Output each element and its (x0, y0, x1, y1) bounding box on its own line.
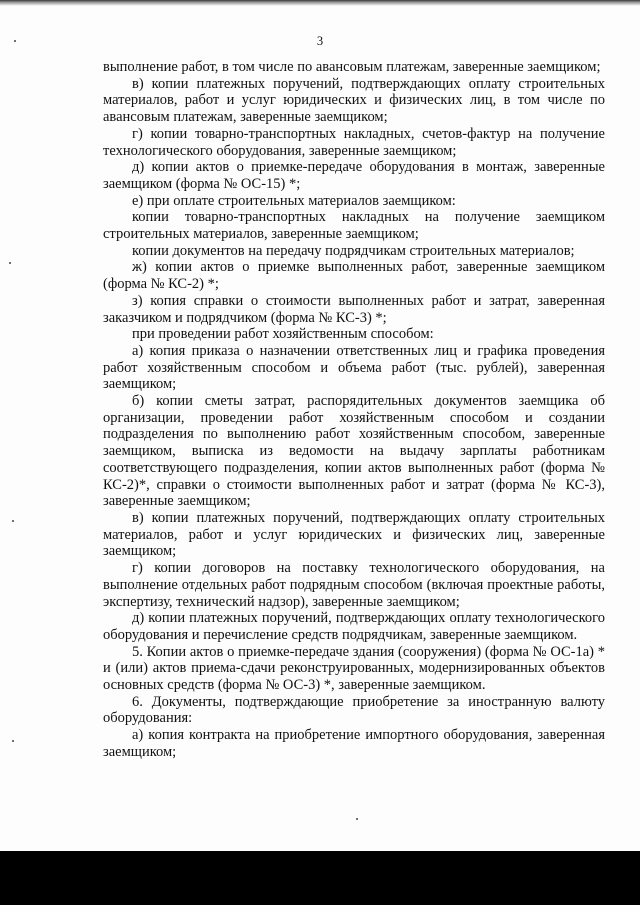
paragraph: а) копия контракта на приобретение импортного оборудования, заверенная заемщиком; (103, 727, 605, 760)
paragraph: в) копии платежных поручений, подтверждающих оплату строительных материалов, работ и услуг юридических и физических лиц, в том числе по авансовым платежам, заверенные заемщиком; (103, 75, 605, 126)
scan-bottom-edge (0, 851, 640, 905)
paragraph: выполнение работ, в том числе по авансовым платежам, заверенные заемщиком; (103, 59, 601, 75)
scan-speck (12, 740, 14, 742)
paragraph: ж) копии актов о приемке выполненных работ, заверенные заемщиком (форма № КС-2) *; (103, 259, 605, 293)
scan-top-edge (0, 0, 640, 6)
scan-speck (14, 40, 16, 42)
paragraph: копии документов на передачу подрядчикам строительных материалов; (132, 242, 575, 259)
paragraph: б) копии сметы затрат, распорядительных документов заемщика об организации, проведении работ хозяйственным способом и создании подразделения по выполнению работ хозяйственным способом, заверенные заемщиком, выписка из ведомости на выдачу зарплаты работникам соответствующего подразделения, копии актов выполненных работ (форма № КС-2)*, справки о стоимости выполненных работ и затрат (форма № КС-3), заверенные заемщиком; (103, 393, 605, 510)
paragraph: д) копии актов о приемке-передаче оборудования в монтаж, заверенные заемщиком (форма № ОС-15) *; (103, 159, 605, 192)
paragraph: г) копии товарно-транспортных накладных, счетов-фактур на получение технологического оборудования, заверенные заемщиком; (103, 125, 605, 159)
paragraph: е) при оплате строительных материалов заемщиком: (132, 192, 456, 209)
paragraph: копии товарно-транспортных накладных на получение заемщиком строительных материалов, заверенные заемщиком; (103, 209, 605, 243)
paragraph: 5. Копии актов о приемке-передаче здания (сооружения) (форма № ОС-1а) * и (или) актов приема-сдачи реконструированных, модернизированных объектов основных средств (форма № ОС-3) *, заверенные заемщиком. (103, 643, 605, 694)
paragraph: 6. Документы, подтверждающие приобретение за иностранную валюту оборудования: (103, 693, 605, 727)
page-number: 3 (316, 34, 324, 48)
paragraph: при проведении работ хозяйственным способом: (132, 326, 434, 343)
document-body (103, 59, 605, 849)
paragraph: д) копии платежных поручений, подтверждающих оплату технологического оборудования и перечисление средств подрядчикам, заверенные заемщиком. (103, 610, 605, 643)
scan-speck (9, 262, 11, 264)
scan-speck (12, 520, 14, 522)
paragraph: в) копии платежных поручений, подтверждающих оплату строительных материалов, работ и услуг юридических и физических лиц, заверенные заемщиком; (103, 509, 605, 560)
paragraph: а) копия приказа о назначении ответственных лиц и графика проведения работ хозяйственным способом и объема работ (тыс. рублей), заверенная заемщиком; (103, 342, 605, 393)
scan-speck (356, 818, 358, 820)
paragraph: г) копии договоров на поставку технологического оборудования, на выполнение отдельных работ подрядным способом (включая проектные работы, экспертизу, технический надзор), заверенные заемщиком; (103, 560, 605, 610)
paragraph: з) копия справки о стоимости выполненных работ и затрат, заверенная заказчиком и подрядчиком (форма № КС-3) *; (103, 292, 605, 326)
